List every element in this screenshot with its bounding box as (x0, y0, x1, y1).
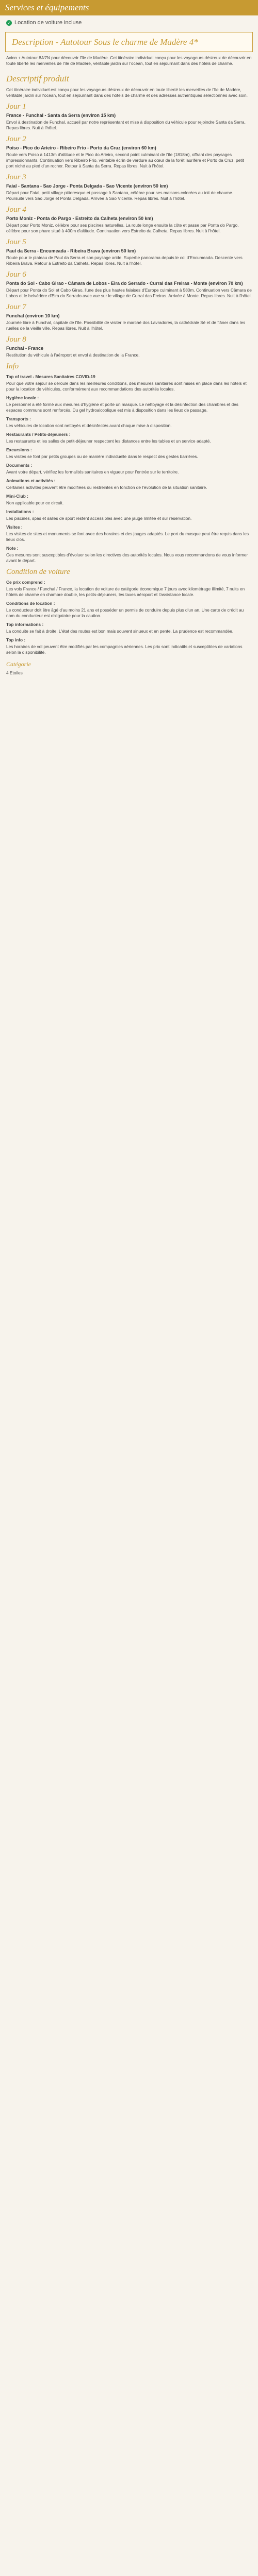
location-label: Location de voiture incluse (14, 20, 82, 26)
day-route: Porto Moniz - Ponta do Pargo - Estreito da Calheta (environ 50 km) (6, 216, 153, 221)
day-text: Route pour le plateau de Paul da Serra et son paysage aride. Superbe panorama depuis le col d'Encumeada. Descente vers Ribeira Brava. Retour à Estreito da Calheta. Repas libres. Nuit à l'hôtel. (6, 255, 243, 266)
day-label: Jour 4 (6, 206, 26, 214)
day-text: Envol à destination de Funchal, accueil par notre représentant et mise à disposition du véhicule pour rejoindre Santa da Serra. Repas libres. Nuit à l'hôtel. (6, 120, 246, 130)
day-route: Funchal (environ 10 km) (6, 313, 60, 318)
day-label: Jour 3 (6, 173, 26, 181)
day-text: Journée libre à Funchal, capitale de l'île. Possibilité de visiter le marché dos Lavradores, la cathédrale Sé et de flâner dans les ruelles de la vieille ville. Repas libres. Nuit à l'hôtel. (6, 320, 246, 331)
info-label: Hygiène locale : (6, 395, 39, 400)
condition-text: Le conducteur doit être âgé d'au moins 21 ans et posséder un permis de conduire depuis plus d'un an. Une carte de crédit au nom du conducteur est obligatoire pour la caution. (6, 607, 244, 618)
info-label: Documents : (6, 463, 33, 468)
info-text: Les restaurants et les salles de petit-déjeuner respectent les distances entre les tables et un service adapté. (6, 438, 211, 444)
info-text: Ces mesures sont susceptibles d'évoluer selon les directives des autorités locales. Nous vous recommandons de vous informer avant le départ. (6, 552, 248, 563)
day-route: Paul da Serra - Encumeada - Ribeira Brava (environ 50 km) (6, 248, 136, 253)
info-label: Mini-Club : (6, 494, 28, 499)
day-text: Départ pour Ponta do Sol et Cabo Girao, l'une des plus hautes falaises d'Europe culminant à 580m. Continuation vers Câmara de Lobos et le belvédère d'Eira do Serrado avec vue sur le village de Curral das Freiras. Arrivée à Monte. Repas libres. Nuit à l'hôtel. (6, 287, 252, 298)
info-text: Non applicable pour ce circuit. (6, 500, 64, 505)
day-text: Départ pour Faial, petit village pittoresque et passage à Santana, célèbre pour ses maisons colorées au toit de chaume. Poursuite vers Sao Jorge et Ponta Delgada. Arrivée à Sao Vicente. Repas libres. Nuit à l'hôtel. (6, 190, 233, 201)
day-8 (0, 335, 258, 358)
condition-text: Les vols France / Funchal / France, la location de voiture de catégorie économique 7 jours avec kilométrage illimité, 7 nuits en hôtels de charme en chambre double, les petits-déjeuners, les taxes aéroport et l'assistance locale. (6, 586, 245, 597)
info-label: Note : (6, 546, 19, 551)
tour-title: Description - Autotour Sous le charme de Madère 4* (12, 37, 198, 47)
condition-label: Conditions de location : (6, 601, 55, 606)
descriptif-heading: Descriptif produit (6, 74, 69, 83)
info-text: Les piscines, spas et salles de sport restent accessibles avec une jauge limitée et sur réservation. (6, 516, 192, 521)
tour-intro (0, 55, 258, 66)
info-text: Les véhicules de location sont nettoyés et désinfectés avant chaque mise à disposition. (6, 423, 172, 428)
info-text: Certaines activités peuvent être modifiées ou restreintes en fonction de l'évolution de la situation sanitaire. (6, 485, 207, 490)
info-label: Transports : (6, 416, 31, 421)
info-text: Le personnel a été formé aux mesures d'hygiène et porte un masque. Le nettoyage et la désinfection des chambres et des espaces communs sont renforcés. Du gel hydroalcoolique est mis à disposition dans les lieux de passage. (6, 402, 238, 413)
info-label: Installations : (6, 509, 34, 514)
info-label: Top of travel - Mesures Sanitaires COVID-19 (6, 374, 95, 379)
day-4 (0, 206, 258, 234)
info-text: Les visites de sites et monuments se font avec des horaires et des jauges adaptés. Le port du masque peut être requis dans les lieux clos. (6, 531, 249, 542)
condition-label: Top info : (6, 637, 26, 642)
day-label: Jour 6 (6, 270, 26, 279)
day-2 (0, 135, 258, 169)
day-1 (0, 103, 258, 131)
day-text: Restitution du véhicule à l'aéroport et envol à destination de la France. (6, 352, 140, 358)
day-label: Jour 8 (6, 335, 26, 344)
descriptif-text (0, 87, 258, 98)
condition-label: Ce prix comprend : (6, 580, 45, 585)
condition-label: Top informations : (6, 622, 44, 627)
condition-text: La conduite se fait à droite. L'état des routes est bon mais souvent sinueux et en pente. La prudence est recommandée. (6, 629, 234, 634)
categorie-label: Catégorie (6, 660, 31, 668)
day-7 (0, 303, 258, 331)
day-label: Jour 5 (6, 238, 26, 246)
tour-title-box (5, 32, 253, 52)
day-route: Ponta do Sol - Cabo Girao - Câmara de Lobos - Eira do Serrado - Curral das Freiras - Monte (environ 70 km) (6, 281, 243, 286)
conditions-block (0, 580, 258, 655)
info-heading: Info (6, 362, 19, 370)
day-text: Route vers Poiso à 1413m d'altitude et le Pico do Arieiro, second point culminant de l'île (1818m), offrant des paysages impressionnants. Continuation vers Ribeiro Frio, véritable écrin de verdure au cœur de la forêt laurifère et Porto da Cruz, petit port niché au pied d'un rocher. Retour à Santa da Serra. Repas libres. Nuit à l'hôtel. (6, 152, 244, 168)
day-6 (0, 270, 258, 299)
conditions-heading: Condition de voiture (6, 568, 70, 576)
day-5 (0, 238, 258, 266)
info-block (0, 374, 258, 564)
day-label: Jour 7 (6, 303, 26, 311)
day-route: Faial - Santana - Sao Jorge - Ponta Delgada - Sao Vicente (environ 50 km) (6, 183, 168, 189)
day-3 (0, 173, 258, 201)
info-label: Excursions : (6, 447, 32, 452)
info-label: Restaurants / Petits-déjeuners : (6, 432, 71, 437)
info-label: Visites : (6, 524, 23, 530)
location-option (0, 15, 258, 28)
services-title: Services et équipements (5, 3, 89, 12)
info-label: Animations et activités : (6, 478, 56, 483)
descriptif-paragraph: Cet itinéraire individuel est conçu pour les voyageurs désireux de découvrir en toute liberté les merveilles de l'île de Madère, véritable jardin sur l'océan, tout en séjournant dans des hôtels de charme et des adresses authentiques sélectionnés avec soin. (6, 87, 248, 98)
categorie-value: 4 Etoiles (6, 670, 23, 675)
day-text: Départ pour Porto Moniz, célèbre pour ses piscines naturelles. La route longe ensuite la côte et passe par Ponta do Pargo, célèbre pour son phare situé à 400m d'altitude. Continuation vers Estreito da Calheta. Repas libres. Nuit à l'hôtel. (6, 223, 239, 233)
condition-text: Les horaires de vol peuvent être modifiés par les compagnies aériennes. Les prix sont indicatifs et susceptibles de variations selon la disponibilité. (6, 644, 243, 655)
services-header (0, 0, 258, 15)
info-text: Les visites se font par petits groupes ou de manière individuelle dans le respect des gestes barrières. (6, 454, 198, 459)
day-label: Jour 1 (6, 103, 26, 111)
tour-intro-text: Avion + Autotour 8J/7N pour découvrir l'île de Madère. Cet itinéraire individuel conçu pour les voyageurs désireux de découvrir en toute liberté les merveilles de l'île de Madère, véritable jardin sur l'océan, tout en séjournant dans des hôtels de charme. (6, 55, 252, 66)
day-route: Poiso - Pico do Arieiro - Ribeiro Frio - Porto da Cruz (environ 60 km) (6, 145, 156, 150)
info-text: Pour que votre séjour se déroule dans les meilleures conditions, des mesures sanitaires sont mises en place dans les hôtels et pour la location de véhicules, conformément aux recommandations des autorités locales. (6, 381, 247, 392)
day-route: Funchal - France (6, 346, 44, 351)
day-route: France - Funchal - Santa da Serra (environ 15 km) (6, 113, 116, 118)
info-text: Avant votre départ, vérifiez les formalités sanitaires en vigueur pour l'entrée sur le territoire. (6, 469, 179, 474)
day-label: Jour 2 (6, 135, 26, 143)
check-icon: ✓ (6, 20, 12, 26)
